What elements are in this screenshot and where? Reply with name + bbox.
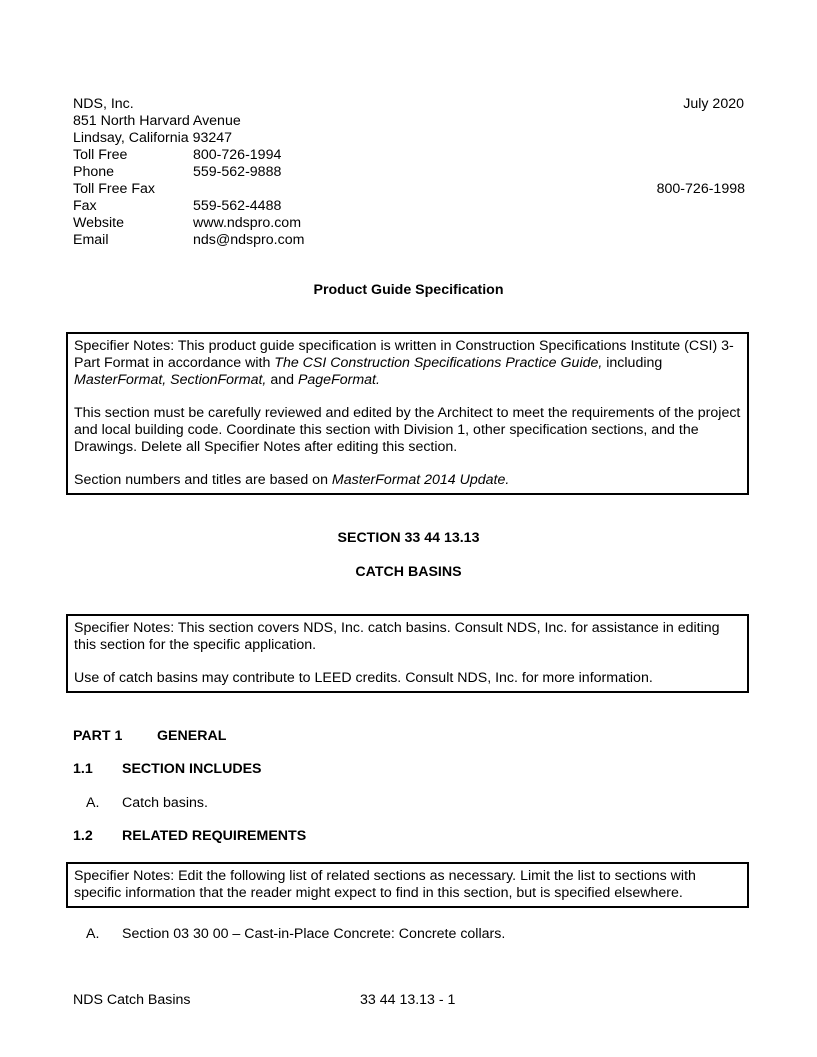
article-1-2-item-text: Section 03 30 00 – Cast-in-Place Concrete: Concrete collars. (122, 926, 506, 942)
article-1-1-number: 1.1 (73, 761, 93, 777)
article-1-2-title: RELATED REQUIREMENTS (122, 828, 307, 844)
note-text: Section numbers and titles are based on (74, 472, 332, 488)
note-1-paragraph-2: This section must be carefully reviewed and edited by the Architect to meet the requirements of the project and local building code. Coordinate this section with Division 1, other specification sections, and the Drawings. Delete all Specifier Notes after editing this section. (74, 405, 741, 455)
toll-free-fax-value: 800-726-1998 (656, 181, 745, 197)
article-1-1-item-text: Catch basins. (122, 795, 208, 811)
note-italic-text: PageFormat. (297, 372, 380, 388)
address-line-1: 851 North Harvard Avenue (73, 113, 241, 129)
part-1-title: GENERAL (157, 728, 227, 744)
specifier-note-box-3 (66, 862, 749, 908)
note-1-paragraph-1 (74, 338, 742, 389)
phone-label: Phone (73, 164, 115, 180)
part-1-number: PART 1 (73, 728, 123, 744)
toll-free-label: Toll Free (73, 147, 128, 163)
footer-left: NDS Catch Basins (73, 992, 191, 1008)
phone-value: 559-562-9888 (193, 164, 282, 180)
fax-label: Fax (73, 198, 97, 214)
document-date: July 2020 (683, 96, 744, 112)
address-line-2: Lindsay, California 93247 (73, 130, 233, 146)
email-label: Email (73, 232, 109, 248)
footer-page-number: 33 44 13.13 - 1 (360, 992, 456, 1008)
article-1-1-item-letter: A. (86, 795, 100, 811)
section-number: SECTION 33 44 13.13 (337, 530, 480, 546)
note-2-paragraph-1: Specifier Notes: This section covers NDS, Inc. catch basins. Consult NDS, Inc. for assistance in editing this section for the specific application. (74, 620, 720, 653)
article-1-2-number: 1.2 (73, 828, 93, 844)
article-1-2-item-letter: A. (86, 926, 100, 942)
note-text: Specifier Notes: This product guide specification is written in Construction Specifications Institute (CSI) 3-Part Format in accordance with (74, 338, 734, 371)
toll-free-value: 800-726-1994 (193, 147, 282, 163)
specifier-note-box-2 (66, 614, 749, 693)
fax-value: 559-562-4488 (193, 198, 282, 214)
website-label: Website (73, 215, 124, 231)
note-text: including (602, 355, 663, 371)
email-value: nds@ndspro.com (193, 232, 305, 248)
company-name: NDS, Inc. (73, 96, 134, 112)
note-1-paragraph-3 (74, 472, 742, 489)
note-text: and (266, 372, 298, 388)
toll-free-fax-label: Toll Free Fax (73, 181, 155, 197)
section-title: CATCH BASINS (355, 564, 462, 580)
document-title: Product Guide Specification (313, 282, 504, 298)
note-italic-text: MasterFormat, SectionFormat, (74, 372, 267, 388)
website-value: www.ndspro.com (193, 215, 302, 231)
article-1-1-title: SECTION INCLUDES (122, 761, 262, 777)
note-italic-text: MasterFormat 2014 Update. (331, 472, 510, 488)
note-3-paragraph-1: Specifier Notes: Edit the following list of related sections as necessary. Limit the list to sections with specific information that the reader might expect to find in this section, but is specified elsewhere. (74, 868, 696, 901)
note-2-paragraph-2: Use of catch basins may contribute to LEED credits. Consult NDS, Inc. for more information. (74, 670, 653, 686)
specifier-note-box-1 (66, 332, 749, 495)
note-italic-text: The CSI Construction Specifications Practice Guide, (274, 355, 603, 371)
